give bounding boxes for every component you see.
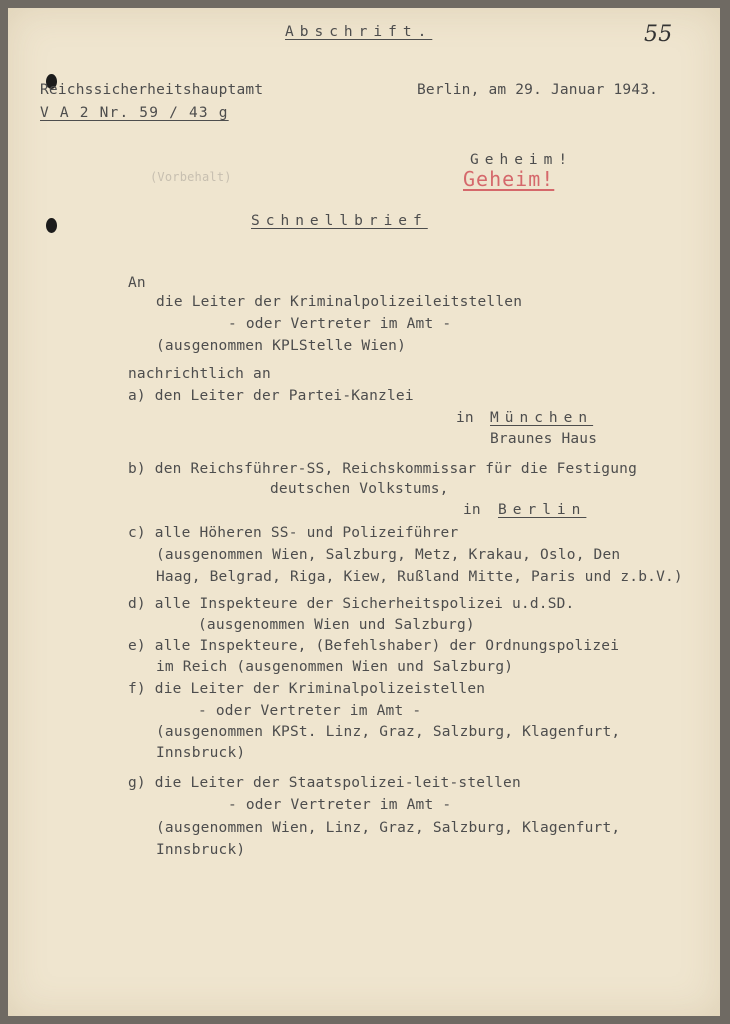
recipient-g-line4: Innsbruck) bbox=[156, 842, 246, 858]
recipient-g-line3: (ausgenommen Wien, Linz, Graz, Salzburg, Klagenfurt, bbox=[156, 820, 621, 836]
recipient-c-line2: (ausgenommen Wien, Salzburg, Metz, Krakau, Oslo, Den bbox=[156, 547, 621, 563]
faint-stamp-impression: (Vorbehalt) bbox=[150, 170, 232, 184]
issuing-office: Reichssicherheitshauptamt bbox=[40, 82, 264, 98]
document-page bbox=[8, 8, 720, 1016]
recipient-a-line2: Braunes Haus bbox=[490, 431, 598, 447]
cc-label: nachrichtlich an bbox=[128, 366, 271, 382]
place-date: Berlin, am 29. Januar 1943. bbox=[417, 82, 659, 98]
recipient-g-line2: - oder Vertreter im Amt - bbox=[228, 797, 452, 813]
classification-stamp: Geheim! bbox=[463, 167, 555, 191]
recipient-main-line2: - oder Vertreter im Amt - bbox=[228, 316, 452, 332]
file-reference: V A 2 Nr. 59 / 43 g bbox=[40, 105, 229, 121]
recipient-a-line1: a) den Leiter der Partei-Kanzlei bbox=[128, 388, 414, 404]
recipient-b-in: in bbox=[463, 502, 481, 518]
document-title: Abschrift. bbox=[285, 24, 433, 40]
subject-line: Schnellbrief bbox=[251, 213, 428, 229]
recipient-f-line2: - oder Vertreter im Amt - bbox=[198, 703, 422, 719]
recipient-c-line3: Haag, Belgrad, Riga, Kiew, Rußland Mitte, Paris und z.b.V.) bbox=[156, 569, 683, 585]
recipient-b-city: Berlin bbox=[498, 502, 587, 518]
recipient-d-line1: d) alle Inspekteure der Sicherheitspolizei u.d.SD. bbox=[128, 596, 575, 612]
recipient-a-city: München bbox=[490, 410, 594, 426]
handwritten-page-number: 55 bbox=[644, 22, 673, 47]
recipient-f-line1: f) die Leiter der Kriminalpolizeistellen bbox=[128, 681, 486, 697]
classification-typed: Geheim! bbox=[470, 152, 574, 168]
recipient-g-line1: g) die Leiter der Staatspolizei-leit-stellen bbox=[128, 775, 521, 791]
recipient-b-line1: b) den Reichsführer-SS, Reichskommissar für die Festigung bbox=[128, 461, 637, 477]
address-to-label: An bbox=[128, 275, 146, 291]
recipient-main-line1: die Leiter der Kriminalpolizeileitstellen bbox=[156, 294, 523, 310]
recipient-b-line2: deutschen Volkstums, bbox=[270, 481, 449, 497]
recipient-f-line4: Innsbruck) bbox=[156, 745, 246, 761]
recipient-a-in: in bbox=[456, 410, 474, 426]
recipient-f-line3: (ausgenommen KPSt. Linz, Graz, Salzburg, Klagenfurt, bbox=[156, 724, 621, 740]
recipient-e-line2: im Reich (ausgenommen Wien und Salzburg) bbox=[156, 659, 514, 675]
recipient-d-line2: (ausgenommen Wien und Salzburg) bbox=[198, 617, 475, 633]
punch-hole-bottom bbox=[46, 218, 57, 233]
recipient-c-line1: c) alle Höheren SS- und Polizeiführer bbox=[128, 525, 459, 541]
recipient-main-line3: (ausgenommen KPLStelle Wien) bbox=[156, 338, 407, 354]
recipient-e-line1: e) alle Inspekteure, (Befehlshaber) der Ordnungspolizei bbox=[128, 638, 620, 654]
